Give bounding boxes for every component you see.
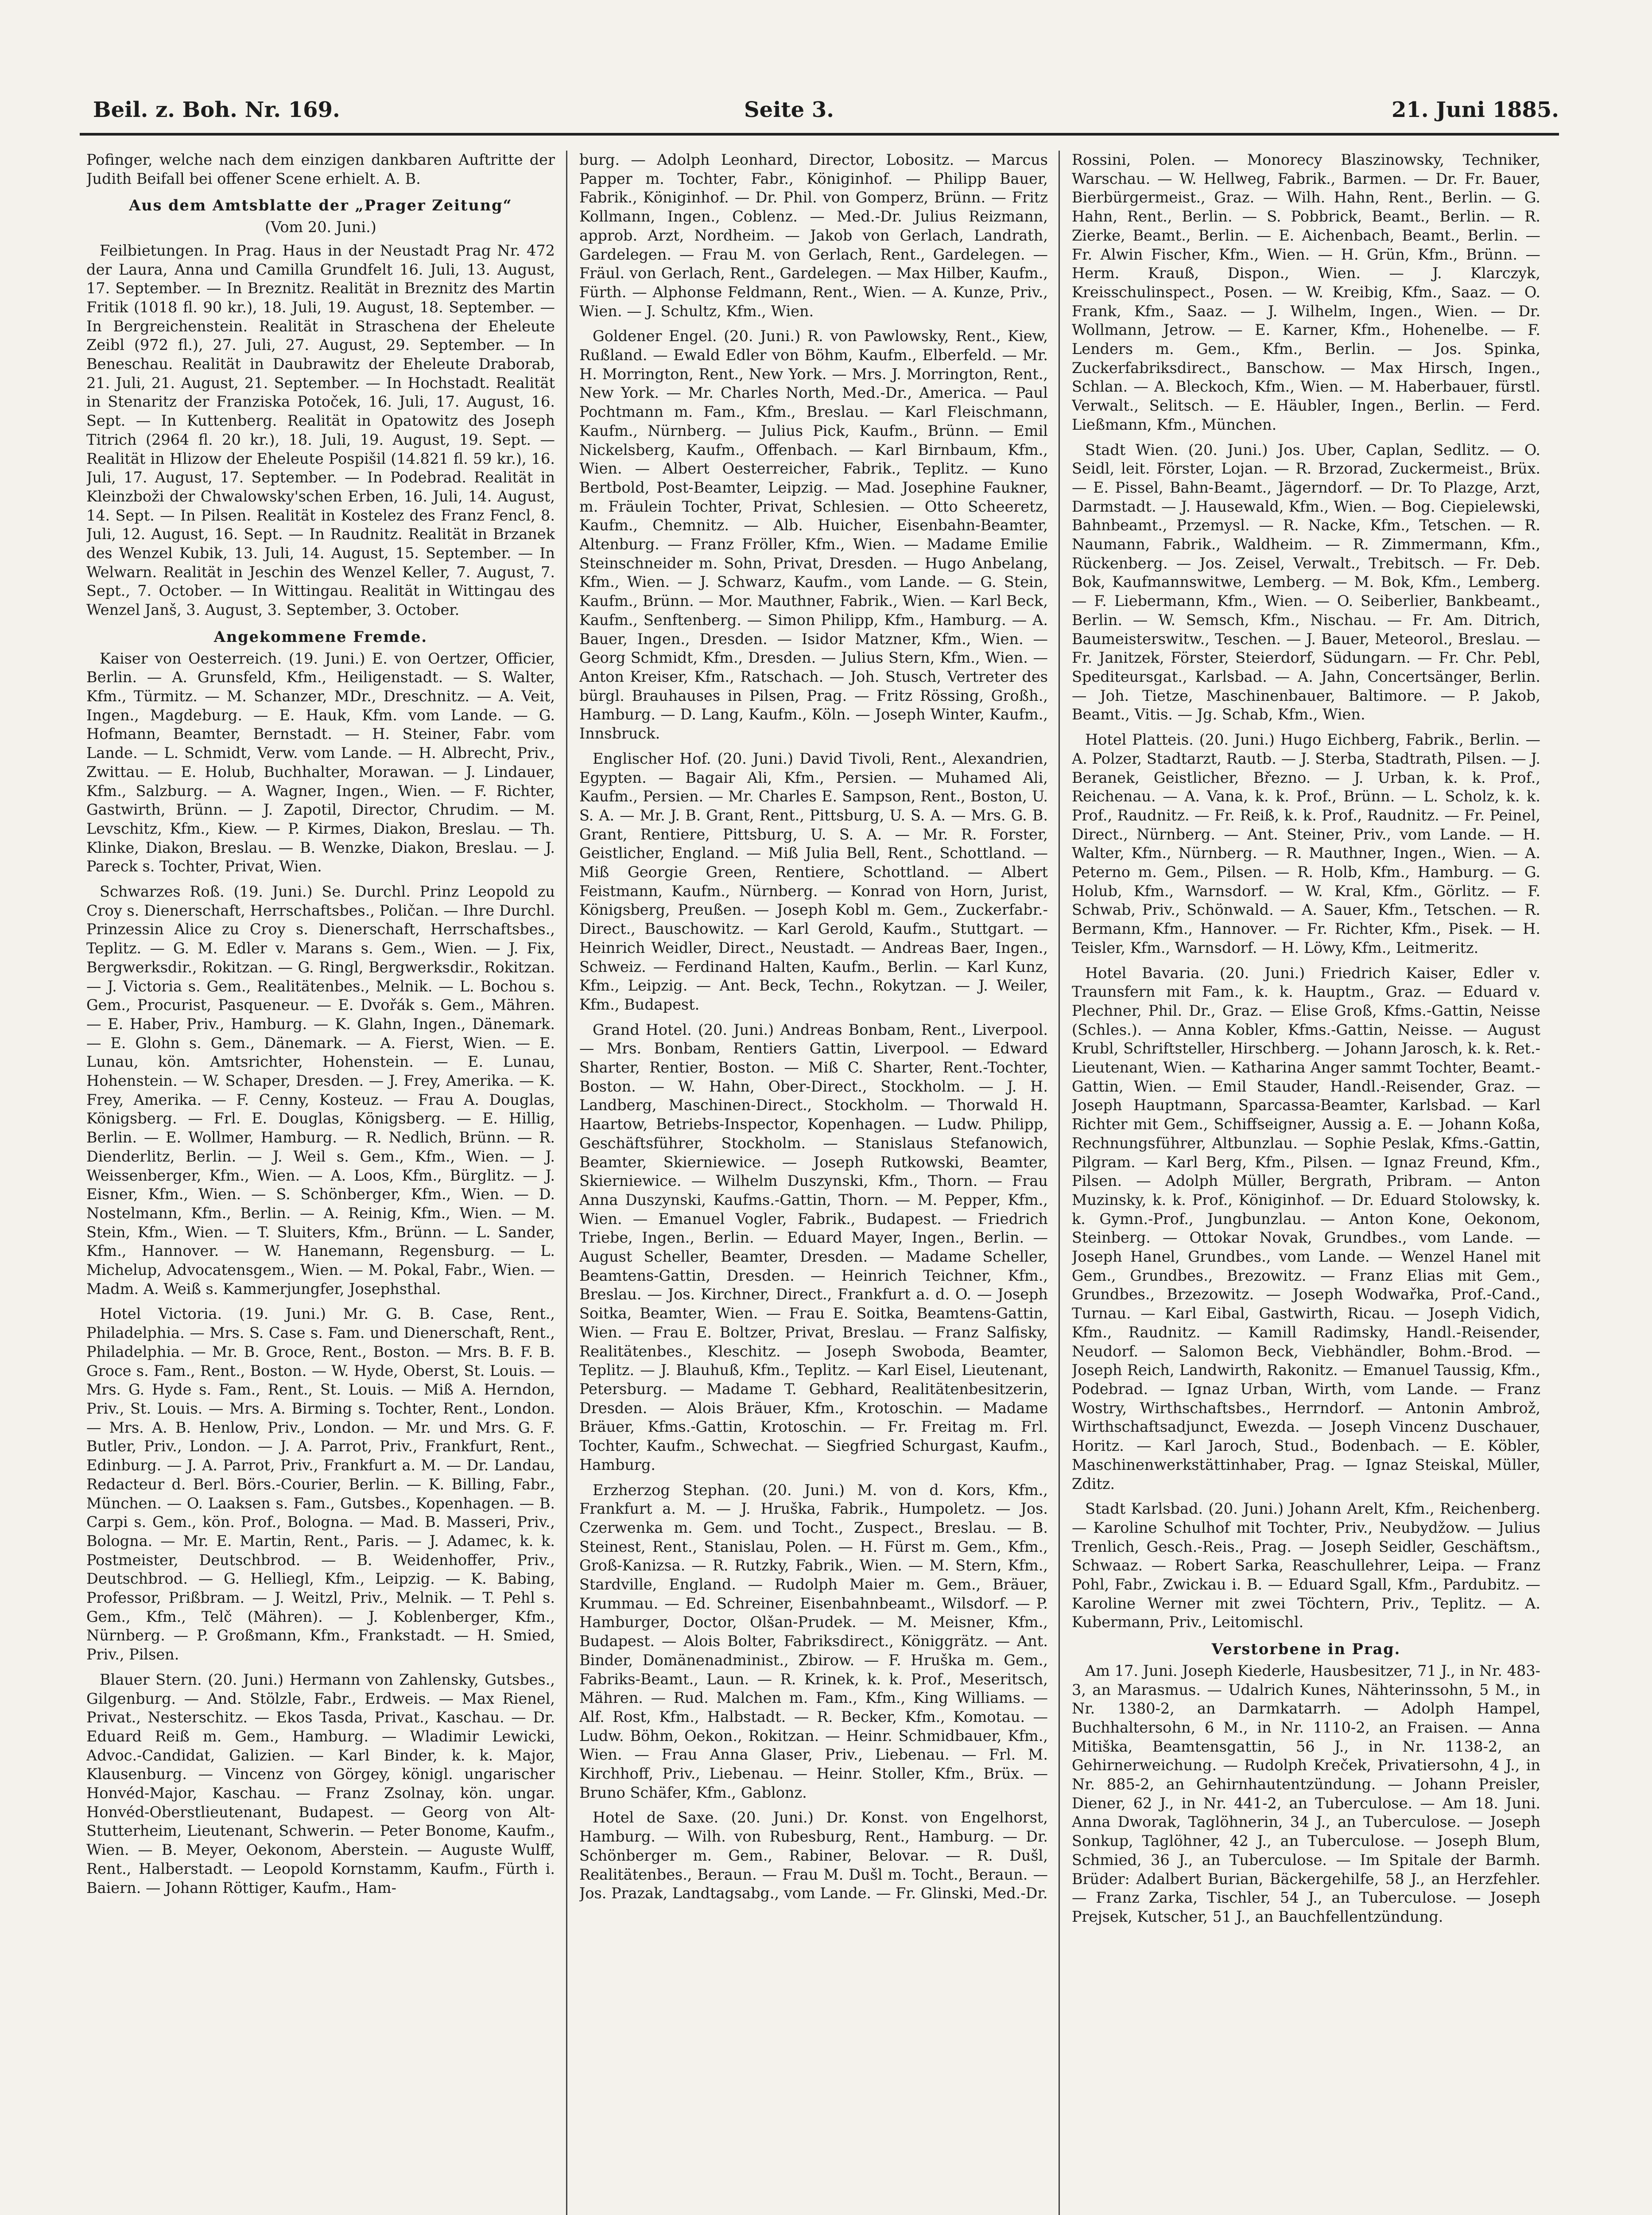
hotel-entry: Rossini, Polen. — Monorecy Blaszinowsky, Techniker, Warschau. — W. Hellweg, Fabrik., Barmen. — Dr. Fr. Bauer, Bierbürgermeist., Graz. — Wilh. Hahn, Rent., Berlin. — G. Hahn, Rent., Berlin. — S. Pobbrick, Beamt., Berlin. — R. Zierke, Beamt., Berlin. — E. Aichenbach, Beamt., Berlin. — Fr. Alwin Fischer, Kfm., Wien. — H. Grün, Kfm., Brünn. — Herm. Krauß, Dispon., Wien. — J. Klarczyk, Kreisschulinspect., Posen. — W. Kreibig, Kfm., Saaz. — O. Frank, Kfm., Saaz. — J. Wilhelm, Ingen., Wien. — Dr. Wollmann, Jetrow. — E. Karner, Kfm., Hohenelbe. — F. Lenders m. Gem., Kfm., Berlin. — Jos. Spinka, Zuckerfabriksdirect., Banschow. — Max Hirsch, Ingen., Schlan. — A. Bleckoch, Kfm., Wien. — M. Haberbauer, fürstl. Verwalt., Selitsch. — E. Häubler, Ingen., Berlin. — Ferd. Ließmann, Kfm., München. xyxy=(1072,151,1540,433)
hotel-entry: burg. — Adolph Leonhard, Director, Lobositz. — Marcus Papper m. Tochter, Fabr., Königinhof. — Philipp Bauer, Fabrik., Königinhof. — Dr. Phil. von Gomperz, Brünn. — Fritz Kollmann, Ingen., Coblenz. — Med.-Dr. Julius Reizmann, approb. Arzt, Nordheim. — Jakob von Gerlach, Landrath, Gardelegen. — Frau M. von Gerlach, Rent., Gardelegen. — Fräul. von Gerlach, Rent., Gardelegen. — Max Hilber, Kaufm., Fürth. — Alphonse Feldmann, Rent., Wien. — A. Kunze, Priv., Wien. — J. Schultz, Kfm., Wien. xyxy=(579,151,1048,320)
hotel-entry: Hotel Bavaria. (20. Juni.) Friedrich Kaiser, Edler v. Traunsfern mit Fam., k. k. Hauptm., Graz. — Eduard v. Plechner, Phil. Dr., Graz. — Elise Groß, Kfms.-Gattin, Neisse (Schles.). — Anna Kobler, Kfms.-Gattin, Neisse. — August Krubl, Schriftsteller, Hirschberg. — Johann Jarosch, k. k. Ret.-Lieutenant, Wien. — Katharina Anger sammt Tochter, Beamt.-Gattin, Wien. — Emil Stauder, Handl.-Reisender, Graz. — Joseph Hauptmann, Sparcassa-Beamter, Karlsbad. — Karl Richter mit Gem., Schiffseigner, Aussig a. E. — Johann Koßa, Rechnungsführer, Altbunzlau. — Sophie Peslak, Kfms.-Gattin, Pilgram. — Karl Berg, Kfm., Pilsen. — Ignaz Freund, Kfm., Pilsen. — Adolph Müller, Bergrath, Pribram. — Anton Muzinsky, k. k. Prof., Königinhof. — Dr. Eduard Stolowsky, k. k. Gymn.-Prof., Jungbunzlau. — Anton Kone, Oekonom, Steinberg. — Ottokar Novak, Grundbes., vom Lande. — Joseph Hanel, Grundbes., vom Lande. — Wenzel Hanel mit Gem., Grundbes., Brezowitz. — Franz Elias mit Gem., Grundbes., Brzezowitz. — Joseph Wodwařka, Prof.-Cand., Turnau. — Karl Eibal, Gastwirth, Ricau. — Joseph Vidich, Kfm., Raudnitz. — Kamill Radimsky, Handl.-Reisender, Neudorf. — Salomon Beck, Viebhändler, Bohm.-Brod. — Joseph Reich, Landwirth, Rakonitz. — Emanuel Taussig, Kfm., Podebrad. — Ignaz Urban, Wirth, vom Lande. — Franz Wostry, Wirthschaftsbes., Herrndorf. — Antonin Ambrož, Wirthschaftsadjunct, Ewezda. — Joseph Vincenz Duschauer, Horitz. — Karl Jaroch, Stud., Bodenbach. — E. Köbler, Maschinenwerkstättinhaber, Prag. — Ignaz Steiskal, Müller, Zditz. xyxy=(1072,964,1540,1492)
hotel-entry: Blauer Stern. (20. Juni.) Hermann von Zahlensky, Gutsbes., Gilgenburg. — And. Stölzle, Fabr., Erdweis. — Max Rienel, Privat., Nesterschitz. — Ekos Tasda, Privat., Kaschau. — Dr. Eduard Reiß m. Gem., Hamburg. — Wladimir Lewicki, Advoc.-Candidat, Galizien. — Karl Binder, k. k. Major, Klausenburg. — Vincenz von Görgey, königl. ungarischer Honvéd-Major, Kaschau. — Franz Zsolnay, kön. ungar. Honvéd-Oberstlieutenant, Budapest. — Georg von Alt-Stutterheim, Lieutenant, Schwerin. — Peter Bonome, Kaufm., Wien. — B. Meyer, Oekonom, Aberstein. — Auguste Wulff, Rent., Halberstadt. — Leopold Kornstamm, Kaufm., Fürth i. Baiern. — Johann Röttiger, Kaufm., Ham- xyxy=(86,1671,555,1896)
hotel-entry: Hotel Victoria. (19. Juni.) Mr. G. B. Case, Rent., Philadelphia. — Mrs. S. Case s. Fam. und Dienerschaft, Rent., Philadelphia. — Mr. B. Groce, Rent., Boston. — Mrs. B. F. B. Groce s. Fam., Rent., Boston. — W. Hyde, Oberst, St. Louis. — Mrs. G. Hyde s. Fam., Rent., St. Louis. — Miß A. Herndon, Priv., St. Louis. — Mrs. A. Birming s. Tochter, Rent., London. — Mrs. A. B. Henlow, Priv., London. — Mr. und Mrs. G. F. Butler, Priv., London. — J. A. Parrot, Priv., Frankfurt, Rent., Edinburg. — J. A. Parrot, Priv., Frankfurt a. M. — Dr. Landau, Redacteur d. Berl. Börs.-Courier, Berlin. — K. Billing, Fabr., München. — O. Laaksen s. Fam., Gutsbes., Kopenhagen. — B. Carpi s. Gem., kön. Prof., Bologna. — Mad. B. Masseri, Priv., Bologna. — Mr. E. Martin, Rent., Paris. — J. Adamec, k. k. Postmeister, Deutschbrod. — B. Weidenhoffer, Priv., Deutschbrod. — G. Helliegl, Kfm., Leipzig. — K. Babing, Professor, Prißbram. — J. Weitzl, Priv., Melnik. — T. Pehl s. Gem., Kfm., Telč (Mähren). — J. Koblenberger, Kfm., Nürnberg. — P. Großmann, Kfm., Frankstadt. — H. Smied, Priv., Pilsen. xyxy=(86,1305,555,1663)
official-gazette-title: Aus dem Amtsblatte der „Prager Zeitung“ xyxy=(129,197,512,214)
hotel-entry: Hotel Platteis. (20. Juni.) Hugo Eichberg, Fabrik., Berlin. — A. Polzer, Stadtarzt, Rautb. — J. Sterba, Stadtrath, Pilsen. — J. Beranek, Geistlicher, Březno. — J. Urban, k. k. Prof., Reichenau. — A. Vana, k. k. Prof., Brünn. — L. Scholz, k. k. Prof., Raudnitz. — Fr. Reiß, k. k. Prof., Raudnitz. — Fr. Peinel, Direct., Nürnberg. — Ant. Steiner, Priv., vom Lande. — H. Walter, Kfm., Nürnberg. — R. Mauthner, Ingen., Wien. — A. Peterno m. Gem., Pilsen. — R. Holb, Kfm., Hamburg. — G. Holub, Kfm., Warnsdorf. — W. Kral, Kfm., Görlitz. — F. Schwab, Priv., Schönwald. — A. Sauer, Kfm., Tetschen. — R. Bermann, Kfm., Hannover. — Fr. Richter, Kfm., Pisek. — H. Teisler, Kfm., Warnsdorf. — H. Löwy, Kfm., Leitmeritz. xyxy=(1072,731,1540,956)
column-separator xyxy=(566,151,567,2215)
issue-date: 21. Juni 1885. xyxy=(1392,97,1559,122)
hotel-entry: Schwarzes Roß. (19. Juni.) Se. Durchl. Prinz Leopold zu Croy s. Dienerschaft, Herrschaftsbes., Poličan. — Ihre Durchl. Prinzessin Alice zu Croy s. Dienerschaft, Herrschaftsbes., Teplitz. — G. M. Edler v. Marans s. Gem., Wien. — J. Fix, Bergwerksdir., Rokitzan. — G. Ringl, Bergwerksdir., Rokitzan. — J. Victoria s. Gem., Realitätenbes., Melnik. — L. Bochou s. Gem., Procurist, Pasqueneur. — E. Dvořák s. Gem., Mähren. — E. Haber, Priv., Hamburg. — K. Glahn, Ingen., Dänemark. — E. Glohn s. Gem., Dänemark. — A. Fierst, Wien. — E. Lunau, kön. Amtsrichter, Hohenstein. — E. Lunau, Hohenstein. — W. Schaper, Dresden. — J. Frey, Amerika. — K. Frey, Amerika. — F. Cenny, Kosteuz. — Frau A. Douglas, Königsberg. — Frl. E. Douglas, Königsberg. — E. Hillig, Berlin. — E. Wollmer, Hamburg. — R. Nedlich, Brünn. — R. Dienderlitz, Berlin. — J. Weil s. Gem., Kfm., Wien. — J. Weissenberger, Kfm., Wien. — A. Loos, Kfm., Bürglitz. — J. Eisner, Kfm., Wien. — S. Schönberger, Kfm., Wien. — D. Nostelmann, Kfm., Berlin. — A. Reinig, Kfm., Wien. — M. Stein, Kfm., Wien. — T. Sluiters, Kfm., Brünn. — L. Sander, Kfm., Hannover. — W. Hanemann, Regensburg. — L. Michelup, Advocatensgem., Wien. — M. Pokal, Fabr., Wien. — Madm. A. Weiß s. Kammerjungfer, Josephsthal. xyxy=(86,883,555,1298)
column-1 xyxy=(86,151,555,2215)
hotel-entry: Kaiser von Oesterreich. (19. Juni.) E. von Oertzer, Officier, Berlin. — A. Grunsfeld, Kfm., Heiligenstadt. — S. Walter, Kfm., Türmitz. — M. Schanzer, MDr., Dreschnitz. — A. Veit, Ingen., Magdeburg. — E. Hauk, Kfm. vom Lande. — G. Hofmann, Beamter, Bernstadt. — H. Steiner, Fabr. vom Lande. — L. Schmidt, Verw. vom Lande. — H. Albrecht, Priv., Zwittau. — E. Holub, Buchhalter, Morawan. — J. Lindauer, Kfm., Salzburg. — A. Wagner, Ingen., Wien. — F. Richter, Gastwirth, Brünn. — J. Zapotil, Director, Chrudim. — M. Levschitz, Kfm., Kiew. — P. Kirmes, Diakon, Breslau. — Th. Klinke, Diakon, Breslau. — B. Wenzke, Diakon, Breslau. — J. Pareck s. Tochter, Privat, Wien. xyxy=(86,649,555,875)
deaths-paragraph: Am 17. Juni. Joseph Kiederle, Hausbesitzer, 71 J., in Nr. 483-3, an Marasmus. — Udalrich Kunes, Nähterinssohn, 5 M., in Nr. 1380-2, an Darmkatarrh. — Adolph Hampel, Buchhaltersohn, 6 M., in Nr. 1110-2, an Fraisen. — Anna Mitiška, Beamtensgattin, 56 J., in Nr. 1138-2, an Gehirnerweichung. — Rudolph Kreček, Privatiersohn, 4 J., in Nr. 885-2, an Gehirnhautentzündung. — Johann Preisler, Diener, 62 J., in Nr. 441-2, an Tuberculose. — Am 18. Juni. Anna Dworak, Taglöhnerin, 34 J., an Tuberculose. — Joseph Sonkup, Taglöhner, 42 J., an Tuberculose. — Joseph Blum, Schmied, 36 J., an Tuberculose. — Im Spitale der Barmh. Brüder: Adalbert Burian, Bäckergehilfe, 58 J., an Herzfehler. — Franz Zarka, Tischler, 54 J., an Tuberculose. — Joseph Prejsek, Kutscher, 51 J., an Bauchfellentzündung. xyxy=(1072,1662,1540,1925)
official-gazette-date: (Vom 20. Juni.) xyxy=(265,218,376,236)
hotel-entry: Englischer Hof. (20. Juni.) David Tivoli, Rent., Alexandrien, Egypten. — Bagair Ali, Kfm., Persien. — Muhamed Ali, Kaufm., Persien. — Mr. Charles E. Sampson, Rent., Boston, U. S. A. — Mr. J. B. Grant, Rent., Pittsburg, U. S. A. — Mrs. G. B. Grant, Rentiere, Pittsburg, U. S. A. — Mr. R. Forster, Geistlicher, England. — Miß Julia Bell, Rent., Schottland. — Miß Georgie Green, Rentiere, Schottland. — Albert Feistmann, Kaufm., Nürnberg. — Konrad von Horn, Jurist, Königsberg, Preußen. — Joseph Kobl m. Gem., Zuckerfabr.-Direct., Bauschowitz. — Karl Gerold, Kaufm., Stuttgart. — Heinrich Weidler, Direct., Neustadt. — Andreas Baer, Ingen., Schweiz. — Ferdinand Halten, Kaufm., Berlin. — Karl Kunz, Kfm., Leipzig. — Ant. Beck, Techn., Rokytzan. — J. Weiler, Kfm., Budapest. xyxy=(579,750,1048,1013)
hotel-entry: Hotel de Saxe. (20. Juni.) Dr. Konst. von Engelhorst, Hamburg. — Wilh. von Rubesburg, Rent., Hamburg. — Dr. Schönberger m. Gem., Rabiner, Belovar. — R. Dušl, Realitätenbes., Beraun. — Frau M. Dušl m. Tocht., Beraun. — Jos. Prazak, Landtagsabg., vom Lande. — Fr. Glinski, Med.-Dr. xyxy=(579,1809,1048,1902)
hotel-entry: Grand Hotel. (20. Juni.) Andreas Bonbam, Rent., Liverpool. — Mrs. Bonbam, Rentiers Gattin, Liverpool. — Edward Sharter, Rentier, Boston. — Miß C. Sharter, Rent.-Tochter, Boston. — W. Hahn, Ober-Direct., Stockholm. — J. H. Landberg, Maschinen-Direct., Stockholm. — Thorwald H. Haartow, Betriebs-Inspector, Kopenhagen. — Ludw. Philipp, Geschäftsführer, Stockholm. — Stanislaus Stefanowich, Beamter, Skierniewice. — Joseph Rutkowski, Beamter, Skierniewice. — Wilhelm Duszynski, Kfm., Thorn. — Frau Anna Duszynski, Kaufms.-Gattin, Thorn. — M. Pepper, Kfm., Wien. — Emanuel Vogler, Fabrik., Budapest. — Friedrich Triebe, Ingen., Berlin. — Eduard Mayer, Ingen., Berlin. — August Scheller, Beamter, Dresden. — Madame Scheller, Beamtens-Gattin, Dresden. — Heinrich Teichner, Kfm., Breslau. — Jos. Kirchner, Direct., Frankfurt a. d. O. — Joseph Soitka, Beamter, Wien. — Frau E. Soitka, Beamtens-Gattin, Wien. — Frau E. Boltzer, Privat, Breslau. — Franz Salfisky, Realitätenbes., Kleschitz. — Joseph Swoboda, Beamter, Teplitz. — J. Blauhuß, Kfm., Teplitz. — Karl Eisel, Lieutenant, Petersburg. — Madame T. Gebhard, Realitätenbesitzerin, Dresden. — Alois Bräuer, Kfm., Krotoschin. — Madame Bräuer, Kfms.-Gattin, Krotoschin. — Fr. Freitag m. Frl. Tochter, Kaufm., Schwechat. — Siegfried Schurgast, Kaufm., Hamburg. xyxy=(579,1021,1048,1473)
issue-label: Beil. z. Boh. Nr. 169. xyxy=(93,97,340,122)
hotel-entry: Stadt Wien. (20. Juni.) Jos. Uber, Caplan, Sedlitz. — O. Seidl, leit. Förster, Lojan. — R. Brzorad, Zuckermeist., Brüx. — E. Pissel, Bahn-Beamt., Jägerndorf. — Dr. To Plazge, Arzt, Darmstadt. — J. Hausewald, Kfm., Wien. — Bog. Ciepielewski, Bahnbeamt., Przemysl. — R. Nacke, Kfm., Tetschen. — R. Naumann, Fabrik., Waldheim. — R. Zimmermann, Kfm., Rückenberg. — Jos. Zeisel, Verwalt., Trebitsch. — Fr. Deb. Bok, Kaufmannswitwe, Lemberg. — M. Bok, Kfm., Lemberg. — F. Liebermann, Kfm., Wien. — O. Seiberlier, Bankbeamt., Berlin. — W. Semsch, Kfm., Nischau. — Fr. Am. Ditrich, Baumeisterswitw., Teschen. — J. Bauer, Meteorol., Breslau. — Fr. Janitzek, Förster, Steierdorf, Südungarn. — Fr. Chr. Pebl, Spediteursgat., Karlsbad. — A. Jahn, Concertsänger, Berlin. — Joh. Tietze, Maschinenbauer, Baltimore. — P. Jakob, Beamt., Vitis. — Jg. Schab, Kfm., Wien. xyxy=(1072,441,1540,723)
page-header xyxy=(80,93,1559,137)
hotel-entry: Erzherzog Stephan. (20. Juni.) M. von d. Kors, Kfm., Frankfurt a. M. — J. Hruška, Fabrik., Humpoletz. — Jos. Czerwenka m. Gem. und Tocht., Zuspect., Breslau. — B. Steinest, Rent., Stanislau, Polen. — H. Fürst m. Gem., Kfm., Groß-Kanizsa. — R. Rutzky, Fabrik., Wien. — M. Stern, Kfm., Stardville, England. — Rudolph Maier m. Gem., Bräuer, Krummau. — Ed. Schreiner, Eisenbahnbeamt., Wilsdorf. — P. Hamburger, Doctor, Olšan-Prudek. — M. Meisner, Kfm., Budapest. — Alois Bolter, Fabriksdirect., Königgrätz. — Ant. Binder, Domänenadminist., Zbirow. — F. Hruška m. Gem., Fabriks-Beamt., Laun. — R. Krinek, k. k. Prof., Meseritsch, Mähren. — Rud. Malchen m. Fam., Kfm., King Williams. — Alf. Rost, Kfm., Halbstadt. — R. Becker, Kfm., Komotau. — Ludw. Böhm, Oekon., Rokitzan. — Heinr. Schmidbauer, Kfm., Wien. — Frau Anna Glaser, Priv., Liebenau. — Frl. M. Kirchhoff, Priv., Liebenau. — Heinr. Stoller, Kfm., Brüx. — Bruno Schäfer, Kfm., Gablonz. xyxy=(579,1481,1048,1801)
hotel-entry: Stadt Karlsbad. (20. Juni.) Johann Arelt, Kfm., Reichenberg. — Karoline Schulhof mit Tochter, Priv., Neubydžow. — Julius Trenlich, Gesch.-Reis., Prag. — Joseph Seidler, Geschäftsm., Schwaaz. — Robert Sarka, Reaschullehrer, Leipa. — Franz Pohl, Fabr., Zwickau i. B. — Eduard Sgall, Kfm., Pardubitz. — Karoline Werner mit zwei Töchtern, Priv., Teplitz. — A. Kubermann, Priv., Leitomischl. xyxy=(1072,1500,1540,1631)
column-separator xyxy=(1059,151,1060,2215)
arrivals-title: Angekommene Fremde. xyxy=(213,628,428,645)
column-3 xyxy=(1072,151,1540,2215)
page-number: Seite 3. xyxy=(744,97,834,122)
newspaper-page xyxy=(80,93,1559,2215)
deaths-title: Verstorbene in Prag. xyxy=(1211,1640,1401,1658)
column-2 xyxy=(579,151,1048,2215)
header-rule xyxy=(80,133,1559,136)
hotel-entry: Goldener Engel. (20. Juni.) R. von Pawlowsky, Rent., Kiew, Rußland. — Ewald Edler von Böhm, Kaufm., Elberfeld. — Mr. H. Morrington, Rent., New York. — Mrs. J. Morrington, Rent., New York. — Mr. Charles North, Med.-Dr., America. — Paul Pochtmann m. Fam., Kfm., Breslau. — Karl Fleischmann, Kaufm., Nürnberg. — Julius Pick, Kaufm., Brünn. — Emil Nickelsberg, Kaufm., Offenbach. — Karl Birnbaum, Kfm., Wien. — Albert Oesterreicher, Fabrik., Teplitz. — Kuno Bertbold, Post-Beamter, Leipzig. — Mad. Josephine Faukner, m. Fräulein Tochter, Privat, Schlesien. — Otto Scheeretz, Kaufm., Chemnitz. — Alb. Huicher, Eisenbahn-Beamter, Altenburg. — Franz Fröller, Kfm., Wien. — Madame Emilie Steinschneider m. Sohn, Privat, Dresden. — Hugo Anbelang, Kfm., Wien. — J. Schwarz, Kaufm., vom Lande. — G. Stein, Kaufm., Brünn. — Mor. Mauthner, Fabrik., Wien. — Karl Beck, Kaufm., Senftenberg. — Simon Philipp, Kfm., Hamburg. — A. Bauer, Ingen., Dresden. — Isidor Matzner, Kfm., Wien. — Georg Schmidt, Kfm., Dresden. — Julius Stern, Kfm., Wien. — Anton Kreiser, Kfm., Ratschach. — Joh. Stusch, Vertreter des bürgl. Brauhauses in Pilsen, Prag. — Fritz Rössing, Großh., Hamburg. — D. Lang, Kaufm., Köln. — Joseph Winter, Kaufm., Innsbruck. xyxy=(579,327,1048,742)
auctions-paragraph: Feilbietungen. In Prag. Haus in der Neustadt Prag Nr. 472 der Laura, Anna und Camilla Grundfelt 16. Juli, 13. August, 17. September. — In Breznitz. Realität in Breznitz des Martin Fritik (1018 fl. 90 kr.), 18. Juli, 19. August, 18. September. — In Bergreichenstein. Realität in Straschena der Eheleute Zeibl (972 fl.), 27. Juli, 27. August, 29. September. — In Beneschau. Realität in Daubrawitz der Eheleute Draborab, 21. Juli, 21. August, 21. September. — In Hochstadt. Realität in Stenaritz der Franziska Potoček, 16. Juli, 17. August, 16. Sept. — In Kuttenberg. Realität in Opatowitz des Joseph Titrich (2964 fl. 20 kr.), 18. Juli, 19. August, 19. Sept. — Realität in Hlizow der Eheleute Pospišil (14.821 fl. 59 kr.), 16. Juli, 17. August, 17. September. — In Podebrad. Realität in Kleinzboži der Chwalowsky'schen Erben, 16. Juli, 14. August, 14. Sept. — In Pilsen. Realität in Kostelez des Franz Fencl, 8. Juli, 12. August, 16. Sept. — In Raudnitz. Realität in Brzanek des Wenzel Kubik, 13. Juli, 14. August, 15. September. — In Welwarn. Realität in Jeschin des Wenzel Keller, 7. August, 7. Sept., 7. October. — In Wittingau. Realität in Wittingau des Wenzel Janš, 3. August, 3. September, 3. October. xyxy=(86,241,555,619)
review-ending: Pofinger, welche nach dem einzigen dankbaren Auftritte der Judith Beifall bei offener Scene erhielt. A. B. xyxy=(86,151,555,187)
